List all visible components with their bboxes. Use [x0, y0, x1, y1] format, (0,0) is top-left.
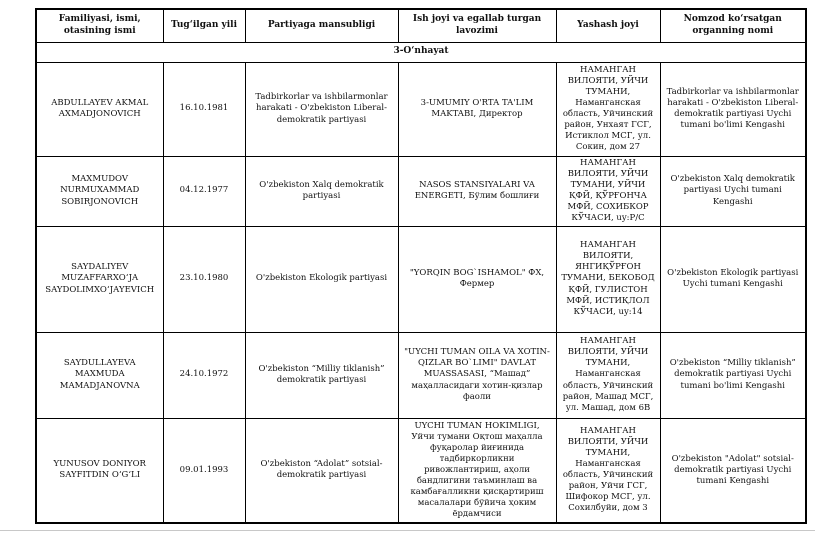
- cell-residence: НАМАНГАН ВИЛОЯТИ, УЙЧИ ТУМАНИ, Наманганская область, Уйчинский район, Унхаят ГСГ, Истиклол МСГ, ул. Сокин, дом 27: [556, 62, 660, 156]
- col-header-job: Ish joyi va egallab turgan lavozimi: [398, 9, 556, 42]
- cell-party: O'zbekiston Xalq demokratik partiyasi: [245, 156, 398, 226]
- cell-job: "YORQIN BOG`ISHAMOL" ФХ, Фермер: [398, 226, 556, 332]
- cell-nominating-body: O'zbekiston “Milliy tiklanish” demokratik partiyasi Uychi tumani bo'limi Kengashi: [660, 332, 806, 418]
- candidates-table: [35, 8, 807, 524]
- cell-party: O'zbekiston “Milliy tiklanish” demokratik partiyasi: [245, 332, 398, 418]
- cell-birth-year: 23.10.1980: [163, 226, 245, 332]
- table-row: [36, 332, 806, 418]
- cell-full-name: SAYDULLAYEVA MAXMUDA MAMADJANOVNA: [36, 332, 163, 418]
- col-header-party: Partiyaga mansubligi: [245, 9, 398, 42]
- cell-residence: НАМАНГАН ВИЛОЯТИ, ЯНГИҚЎРҒОН ТУМАНИ, БЕКОБОД ҚФЙ, ГУЛИСТОН МФЙ, ИСТИҚЛОЛ КЎЧАСИ, uy:14: [556, 226, 660, 332]
- cell-nominating-body: O'zbekiston Ekologik partiyasi Uychi tumani Kengashi: [660, 226, 806, 332]
- cell-full-name: ABDULLAYEV AKMAL AXMADJONOVICH: [36, 62, 163, 156]
- cell-residence: НАМАНГАН ВИЛОЯТИ, УЙЧИ ТУМАНИ, Наманганская область, Уйчинский район, Уйчи ГСГ, Шифокор МСГ, ул. Сохилбуйи, дом 3: [556, 418, 660, 523]
- table-header-row: [36, 9, 806, 42]
- cell-job: NASOS STANSIYALARI VA ENERGETI, Бўлим бошлиғи: [398, 156, 556, 226]
- cell-birth-year: 04.12.1977: [163, 156, 245, 226]
- cell-birth-year: 16.10.1981: [163, 62, 245, 156]
- section-row: [36, 42, 806, 62]
- cell-job: "UYCHI TUMAN OILA VA XOTIN-QIZLAR BO`LIMI" DAVLAT MUASSASASI, “Машад” маҳалласидаги хотин-қизлар фаоли: [398, 332, 556, 418]
- col-header-residence: Yashash joyi: [556, 9, 660, 42]
- cell-birth-year: 24.10.1972: [163, 332, 245, 418]
- cell-job: 3-UMUMIY O'RTA TA'LIM MAKTABI, Директор: [398, 62, 556, 156]
- cell-residence: НАМАНГАН ВИЛОЯТИ, УЙЧИ ТУМАНИ, Наманганская область, Уйчинский район, Машад МСГ, ул. Машад, дом 6В: [556, 332, 660, 418]
- cell-nominating-body: Tadbirkorlar va ishbilarmonlar harakati - O'zbekiston Liberal-demokratik partiyasi Uychi tumani bo'limi Kengashi: [660, 62, 806, 156]
- table-row: [36, 418, 806, 523]
- cell-full-name: MAXMUDOV NURMUXAMMAD SOBIRJONOVICH: [36, 156, 163, 226]
- cell-full-name: SAYDALIYEV MUZAFFARXO‘JA SAYDOLIMXO‘JAYEVICH: [36, 226, 163, 332]
- table-row: [36, 156, 806, 226]
- cell-party: Tadbirkorlar va ishbilarmonlar harakati - O'zbekiston Liberal-demokratik partiyasi: [245, 62, 398, 156]
- page-edge-divider: [0, 530, 815, 531]
- table-row: [36, 226, 806, 332]
- cell-party: O'zbekiston Ekologik partiyasi: [245, 226, 398, 332]
- cell-nominating-body: O'zbekiston "Adolat" sotsial-demokratik partiyasi Uychi tumani Kengashi: [660, 418, 806, 523]
- cell-job: UYCHI TUMAN HOKIMLIGI, Уйчи тумани Оқтош маҳалла фуқаролар йиғинида тадбиркорликни ривожлантириш, аҳоли бандлигини таъминлаш ва камбағалликни қисқартириш масалалари бўйича ҳоким ёрдамчиси: [398, 418, 556, 523]
- cell-residence: НАМАНГАН ВИЛОЯТИ, УЙЧИ ТУМАНИ, УЙЧИ ҚФЙ, ҚЎРҒОНЧА МФЙ, СОХИБКОР КЎЧАСИ, uy:Р/С: [556, 156, 660, 226]
- cell-birth-year: 09.01.1993: [163, 418, 245, 523]
- col-header-birth-year: Tug‘ilgan yili: [163, 9, 245, 42]
- col-header-full-name: Familiyasi, ismi, otasining ismi: [36, 9, 163, 42]
- cell-party: O'zbekiston “Adolat” sotsial-demokratik partiyasi: [245, 418, 398, 523]
- col-header-nominating-body: Nomzod ko‘rsatgan organning nomi: [660, 9, 806, 42]
- cell-full-name: YUNUSOV DONIYOR SAYFITDIN O‘G‘LI: [36, 418, 163, 523]
- table-row: [36, 62, 806, 156]
- section-title: 3-O‘nhayat: [36, 42, 806, 62]
- cell-nominating-body: O'zbekiston Xalq demokratik partiyasi Uychi tumani Kengashi: [660, 156, 806, 226]
